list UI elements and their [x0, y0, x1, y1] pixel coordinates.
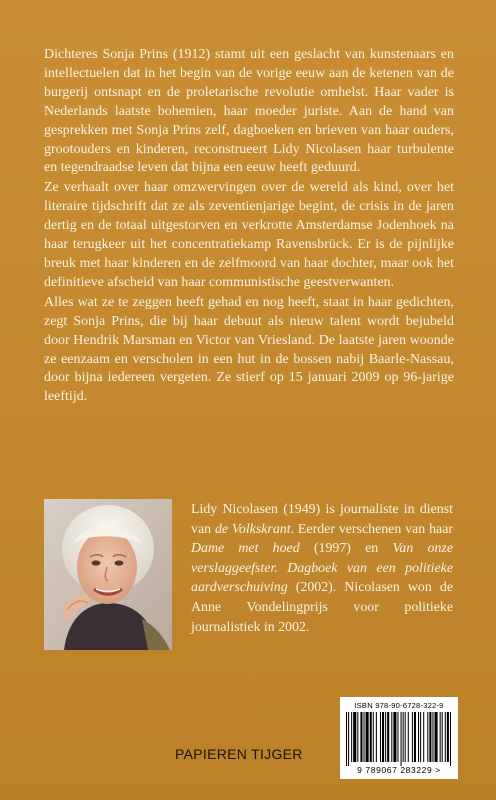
barcode-bar	[348, 712, 349, 766]
barcode-bar	[373, 712, 374, 762]
barcode-bar	[440, 712, 441, 762]
book-title-2: Van onze verslaggeefster. Dagboek van een politieke aardverschuiving	[191, 541, 453, 596]
barcode-bar	[393, 712, 396, 762]
author-bio-text-1: Lidy Nicolasen (1949) is journaliste in dienst van	[191, 502, 453, 537]
author-bio	[191, 500, 453, 637]
blurb-paragraph-3: Alles wat ze te zeggen heeft gehad en nog heeft, staat in haar gedichten, zegt Sonja Prins, die bij haar debuut als nieuw talent wordt bejubeld door Hendrik Marsman en Victor van Vriesland. De laatste jaren woonde ze eenzaam en verscholen in een hut in de bossen nabij Baarle-Nassau, door bijna iedereen vergeten. Ze stierf op 15 januari 2009 op 96-jarige leeftijd.	[44, 294, 454, 405]
barcode-bars	[346, 712, 452, 766]
author-bio-text-3: (1997) en	[299, 541, 393, 557]
barcode-bar	[351, 712, 352, 762]
barcode-bar	[376, 712, 377, 762]
barcode-digits: 9 789067 283229 >	[357, 765, 441, 775]
barcode-bar	[401, 712, 402, 766]
publisher-logo: PAPIEREN TIJGER	[175, 746, 303, 762]
author-bio-text-2: . Eerder verschenen van haar	[290, 521, 453, 537]
barcode-bar	[442, 712, 443, 762]
barcode-label	[340, 697, 458, 779]
barcode-bar	[364, 712, 365, 762]
barcode-bar	[385, 712, 386, 762]
barcode-bar	[414, 712, 416, 762]
barcode-bar	[346, 712, 347, 766]
barcode-bar	[391, 712, 392, 762]
barcode-bar	[405, 712, 406, 762]
barcode-bar	[366, 712, 369, 762]
barcode-bar	[418, 712, 419, 762]
blurb-text	[44, 46, 454, 407]
barcode-bar	[397, 712, 398, 762]
barcode-bar	[403, 712, 404, 762]
barcode-bar	[387, 712, 389, 762]
barcode-bar	[353, 712, 356, 762]
blurb-paragraph-1: Dichteres Sonja Prins (1912) stamt uit een geslacht van kunstenaars en intellectuelen dat in het begin van de vorige eeuw aan de ketenen van de burgerij ontsnapt en de proletarische revolutie omhelst. Haar vader is Nederlands laatste bohemien, haar moeder juriste. Aan de hand van gesprekken met Sonja Prins zelf, dagboeken en brieven van haar ouders, grootouders en kinderen, reconstrueert Lidy Nicolasen haar turbulente en tegendraadse leven dat bijna een eeuw heeft geduurd.	[44, 47, 454, 176]
barcode-bar	[447, 712, 449, 762]
barcode-bar	[357, 712, 358, 762]
barcode-bar	[435, 712, 438, 762]
barcode-bar	[382, 712, 384, 762]
barcode-bar	[412, 712, 413, 762]
barcode-bar	[360, 712, 362, 762]
barcode-bar	[445, 712, 446, 762]
isbn-number: ISBN 978-90-6728-322-9	[354, 701, 444, 710]
barcode-bar	[370, 712, 372, 762]
book-title-1: Dame met hoed	[191, 541, 300, 557]
author-photo	[44, 499, 172, 650]
barcode-bar	[380, 712, 381, 762]
newspaper-title: de Volkskrant	[214, 521, 291, 537]
barcode-bar	[420, 712, 421, 762]
barcode-bar	[427, 712, 428, 762]
barcode-bar	[408, 712, 409, 762]
blurb-paragraph-2: Ze verhaalt over haar omzwervingen over de wereld als kind, over het literaire tijdschrift dat ze als zeventienjarige begint, de crisis in de jaren dertig en de totaal uitgestorven en verkrotte Amsterdamse Jodenhoek na haar terugkeer uit het concentratiekamp Ravensbrück. Er is de pijnlijke breuk met haar kinderen en de zelfmoord van haar dochter, maar ook het definitieve afscheid van haar communistische geestverwanten.	[44, 180, 454, 290]
barcode-bar	[450, 712, 451, 766]
author-bio-text-4: (2002). Nicolasen won de Anne Vondelingprijs voor politieke journalistiek in 2002.	[191, 580, 453, 635]
barcode-bar	[429, 712, 431, 762]
barcode-bar	[423, 712, 424, 762]
barcode-bar	[432, 712, 433, 762]
